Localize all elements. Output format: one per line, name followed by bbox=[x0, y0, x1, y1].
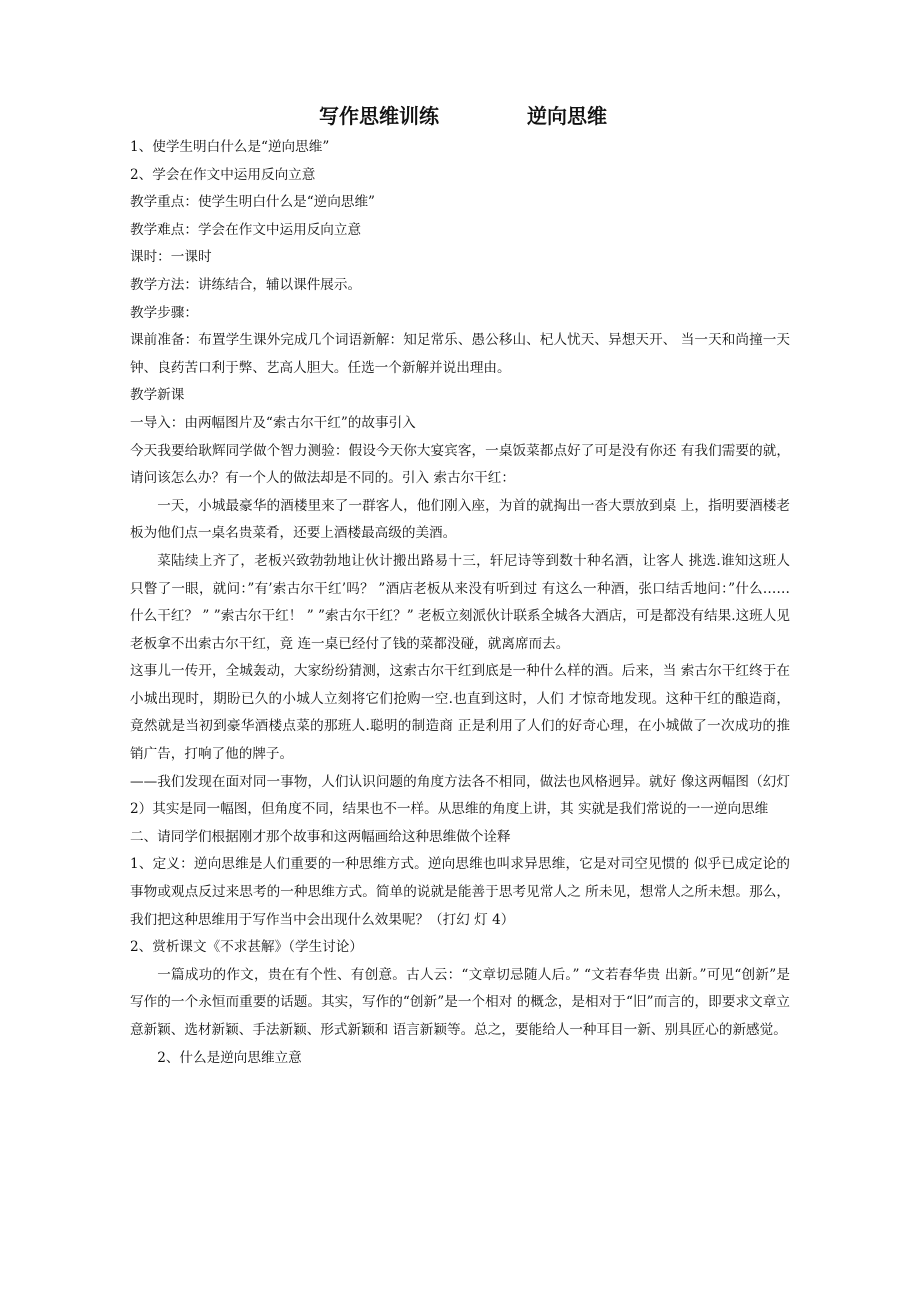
paragraph: 教学方法：讲练结合，辅以课件展示。 bbox=[130, 276, 362, 293]
document-title bbox=[130, 100, 790, 132]
paragraph: 教学难点：学会在作文中运用反向立意 bbox=[130, 221, 362, 238]
paragraph: 2、什么是逆向思维立意 bbox=[157, 1049, 302, 1066]
document-body bbox=[130, 134, 790, 1072]
paragraph: 2、赏析课文《不求甚解》（学生讨论） bbox=[130, 939, 363, 956]
paragraph: 一天，小城最豪华的酒楼里来了一群客人，他们刚入座，为首的就掏出一沓大票放到桌 上，指明要酒楼老板为他们点一桌名贵菜肴，还要上酒楼最高级的美酒。 bbox=[130, 497, 790, 542]
paragraph: 一篇成功的作文，贵在有个性、有创意。古人云：“文章切忌随人后。” “文若春华贵 出新。”可见“创新”是写作的一个永恒而重要的话题。其实，写作的“创新”是一个相对 的概念，是相对于“旧”而言的，即要求文章立意新颖、选材新颖、手法新颖、形式新颖和 语言新颖等。总之，要能给人一种耳目一新、别具匠心的新感觉。 bbox=[130, 966, 790, 1038]
paragraph: 今天我要给耿辉同学做个智力测验：假设今天你大宴宾客，一桌饭菜都点好了可是没有你还 有我们需要的就，请问该怎么办？有一个人的做法却是不同的。引入 索古尔干红： bbox=[130, 442, 790, 487]
paragraph: 课时：一课时 bbox=[130, 249, 212, 266]
document-page bbox=[130, 100, 790, 1072]
paragraph: 1、使学生明白什么是“逆向思维” bbox=[130, 139, 330, 155]
paragraph: 教学新课 bbox=[130, 387, 185, 404]
paragraph: 1、定义：逆向思维是人们重要的一种思维方式。逆向思维也叫求异思维，它是对司空见惯的 似乎已成定论的事物或观点反过来思考的一种思维方式。简单的说就是能善于思考见常人之 所未见，想常人之所未想。那么，我们把这种思维用于写作当中会出现什么效果呢？（打幻 灯 4） bbox=[130, 856, 790, 928]
paragraph: 这事儿一传开，全城轰动，大家纷纷猜测，这索古尔干红到底是一种什么样的酒。后来，当 索古尔干红终于在小城出现时，期盼已久的小城人立刻将它们抢购一空.也直到这时，人们 才惊奇地发现。这种干红的酿造商，竟然就是当初到豪华酒楼点菜的那班人.聪明的制造商 正是利用了人们的好奇心理，在小城做了一次成功的推销广告，打响了他的牌子。 bbox=[130, 663, 790, 763]
paragraph: 菜陆续上齐了，老板兴致勃勃地让伙计搬出路易十三，轩尼诗等到数十种名酒，让客人 挑选.谁知这班人只瞥了一眼，就问：”有’索古尔干红’吗？ ”酒店老板从来没有听到过 有这么一种酒，张口结舌地问：”什么……什么干红？ ” ”索古尔干红！ ” ”索古尔干红？” 老板立刻派伙计联系全城各大酒店，可是都没有结果.这班人见老板拿不出索古尔干红，竟 连一桌已经付了钱的菜都没碰，就离席而去。 bbox=[130, 552, 790, 652]
paragraph: 2、学会在作文中运用反向立意 bbox=[130, 166, 316, 183]
paragraph: 课前准备：布置学生课外完成几个词语新解：知足常乐、愚公移山、杞人忧天、异想天开、 当一天和尚撞一天钟、良药苦口利于弊、艺高人胆大。任选一个新解并说出理由。 bbox=[130, 332, 790, 376]
paragraph: 一导入：由两幅图片及“索古尔干红”的故事引入 bbox=[130, 414, 416, 431]
title-sub: 逆向思维 bbox=[527, 104, 607, 128]
paragraph: ——我们发现在面对同一事物，人们认识问题的角度方法各不相同，做法也风格迥异。就好 像这两幅图（幻灯 2）其实是同一幅图，但角度不同，结果也不一样。从思维的角度上讲，其 实就是我们常说的一一逆向思维 bbox=[130, 773, 790, 818]
paragraph: 教学重点：使学生明白什么是“逆向思维” bbox=[130, 194, 375, 211]
paragraph: 二、请同学们根据刚才那个故事和这两幅画给这种思维做个诠释 bbox=[130, 828, 511, 845]
title-main: 写作思维训练 bbox=[319, 104, 439, 128]
paragraph: 教学步骤： bbox=[130, 304, 198, 321]
